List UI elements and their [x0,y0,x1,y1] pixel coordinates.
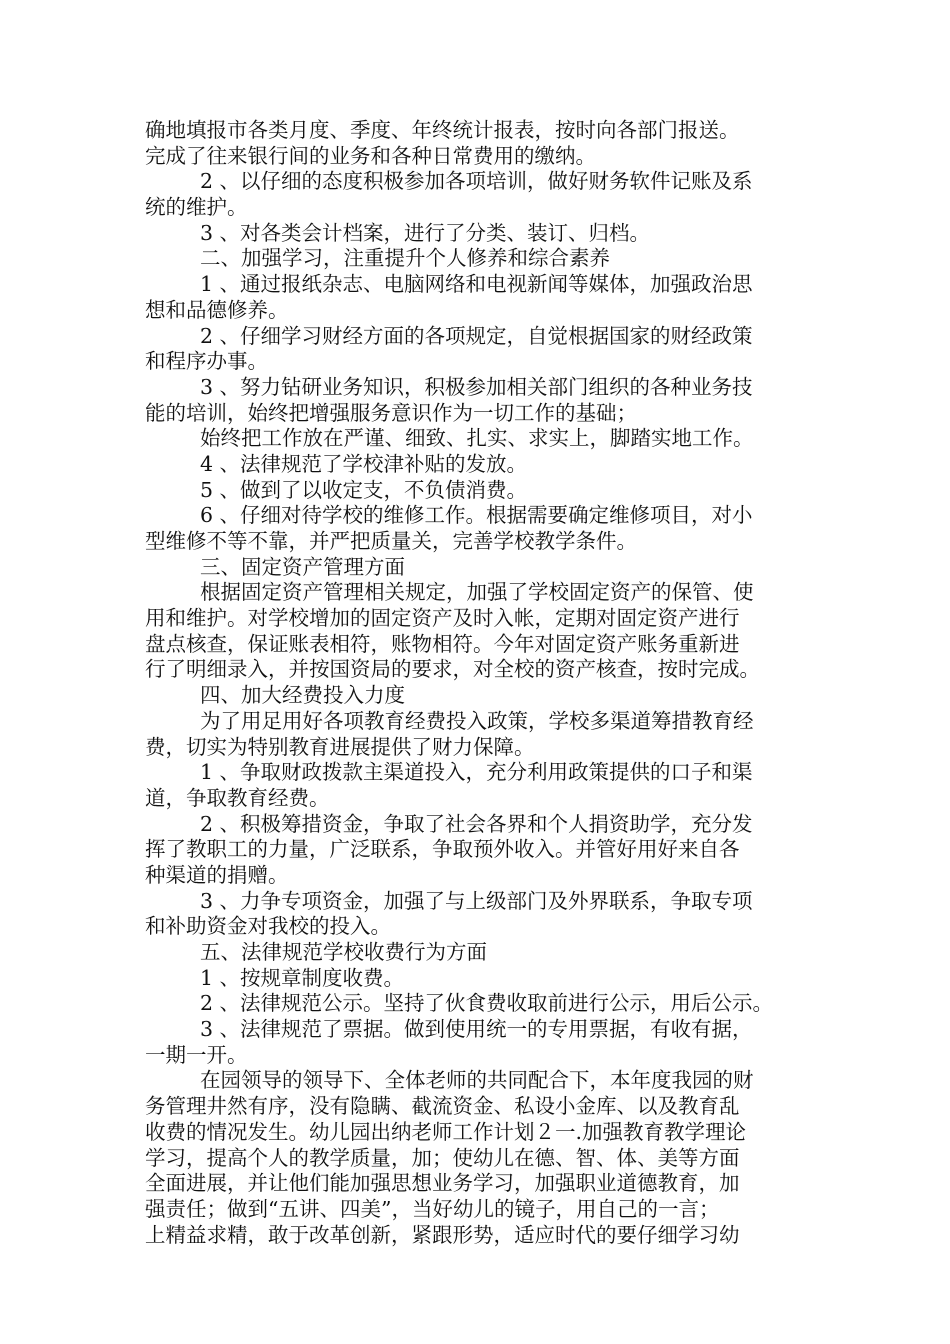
text-line: 6 、仔细对待学校的维修工作。根据需要确定维修项目，对小 [200,503,753,528]
text-line: 种渠道的捐赠。 [145,862,289,887]
text-line: 1 、通过报纸杂志、电脑网络和电视新闻等媒体，加强政治思 [200,272,753,297]
text-line: 1 、按规章制度收费。 [200,965,405,990]
text-line: 费，切实为特别教育进展提供了财力保障。 [145,734,535,759]
text-line: 2 、积极筹措资金，争取了社会各界和个人捐资助学，充分发 [200,811,753,836]
text-line: 道，争取教育经费。 [145,785,330,810]
text-line: 完成了往来银行间的业务和各种日常费用的缴纳。 [145,143,596,168]
text-line: 一期一开。 [145,1042,248,1067]
text-line: 5 、做到了以收定支，不负债消费。 [200,477,528,502]
text-line: 学习，提高个人的教学质量，加；使幼儿在德、智、体、美等方面 [145,1145,740,1170]
text-line: 全面进展，并让他们能加强思想业务学习，加强职业道德教育，加 [145,1171,740,1196]
text-line: 行了明细录入，并按国资局的要求，对全校的资产核查，按时完成。 [145,657,760,682]
text-line: 3 、努力钻研业务知识，积极参加相关部门组织的各种业务技 [200,374,753,399]
text-line: 二、加强学习，注重提升个人修养和综合素养 [200,246,610,271]
text-line: 和程序办事。 [145,349,268,374]
text-line: 根据固定资产管理相关规定，加强了学校固定资产的保管、使 [200,580,754,605]
text-line: 3 、力争专项资金，加强了与上级部门及外界联系，争取专项 [200,888,753,913]
document-body [145,118,813,1248]
text-line: 五、法律规范学校收费行为方面 [200,940,487,964]
text-line: 挥了教职工的力量，广泛联系，争取预外收入。并管好用好来自各 [145,837,740,862]
text-line: 四、加大经费投入力度 [200,683,405,708]
text-line: 想和品德修养。 [145,297,289,322]
text-line: 和补助资金对我校的投入。 [145,914,391,939]
text-line: 1 、争取财政拨款主渠道投入，充分利用政策提供的口子和渠 [200,760,753,785]
text-line: 收费的情况发生。幼儿园出纳老师工作计划２一.加强教育教学理论 [145,1119,747,1144]
text-line: 盘点核查，保证账表相符，账物相符。今年对固定资产账务重新进 [145,631,740,656]
text-line: 始终把工作放在严谨、细致、扎实、求实上，脚踏实地工作。 [200,426,754,451]
text-line: 用和维护。对学校增加的固定资产及时入帐，定期对固定资产进行 [145,606,740,631]
text-line: 3 、对各类会计档案，进行了分类、装订、归档。 [200,220,651,245]
text-line: 在园领导的领导下、全体老师的共同配合下，本年度我园的财 [200,1068,754,1093]
text-line: 能的培训，始终把增强服务意识作为一切工作的基础； [145,400,637,425]
text-line: 确地填报市各类月度、季度、年终统计报表，按时向各部门报送。 [145,118,740,142]
text-line: 统的维护。 [145,195,248,220]
text-line: 2 、仔细学习财经方面的各项规定，自觉根据国家的财经政策 [200,323,753,348]
text-line: 三、固定资产管理方面 [200,554,405,579]
text-line: 3 、法律规范了票据。做到使用统一的专用票据，有收有据， [200,1017,753,1042]
text-line: 型维修不等不靠，并严把质量关，完善学校教学条件。 [145,529,637,553]
text-line: 2 、法律规范公示。坚持了伙食费收取前进行公示，用后公示。 [200,991,774,1016]
text-line: 上精益求精，敢于改革创新，紧跟形势，适应时代的要仔细学习幼 [145,1222,740,1247]
text-line: 为了用足用好各项教育经费投入政策，学校多渠道筹措教育经 [200,708,754,733]
text-line: 强责任；做到“五讲、四美”，当好幼儿的镜子，用自己的一言； [145,1196,720,1221]
text-line: 务管理井然有序，没有隐瞒、截流资金、私设小金库、以及教育乱 [145,1094,740,1119]
text-line: 2 、以仔细的态度积极参加各项培训，做好财务软件记账及系 [200,169,753,194]
text-line: 4 、法律规范了学校津补贴的发放。 [200,451,528,476]
